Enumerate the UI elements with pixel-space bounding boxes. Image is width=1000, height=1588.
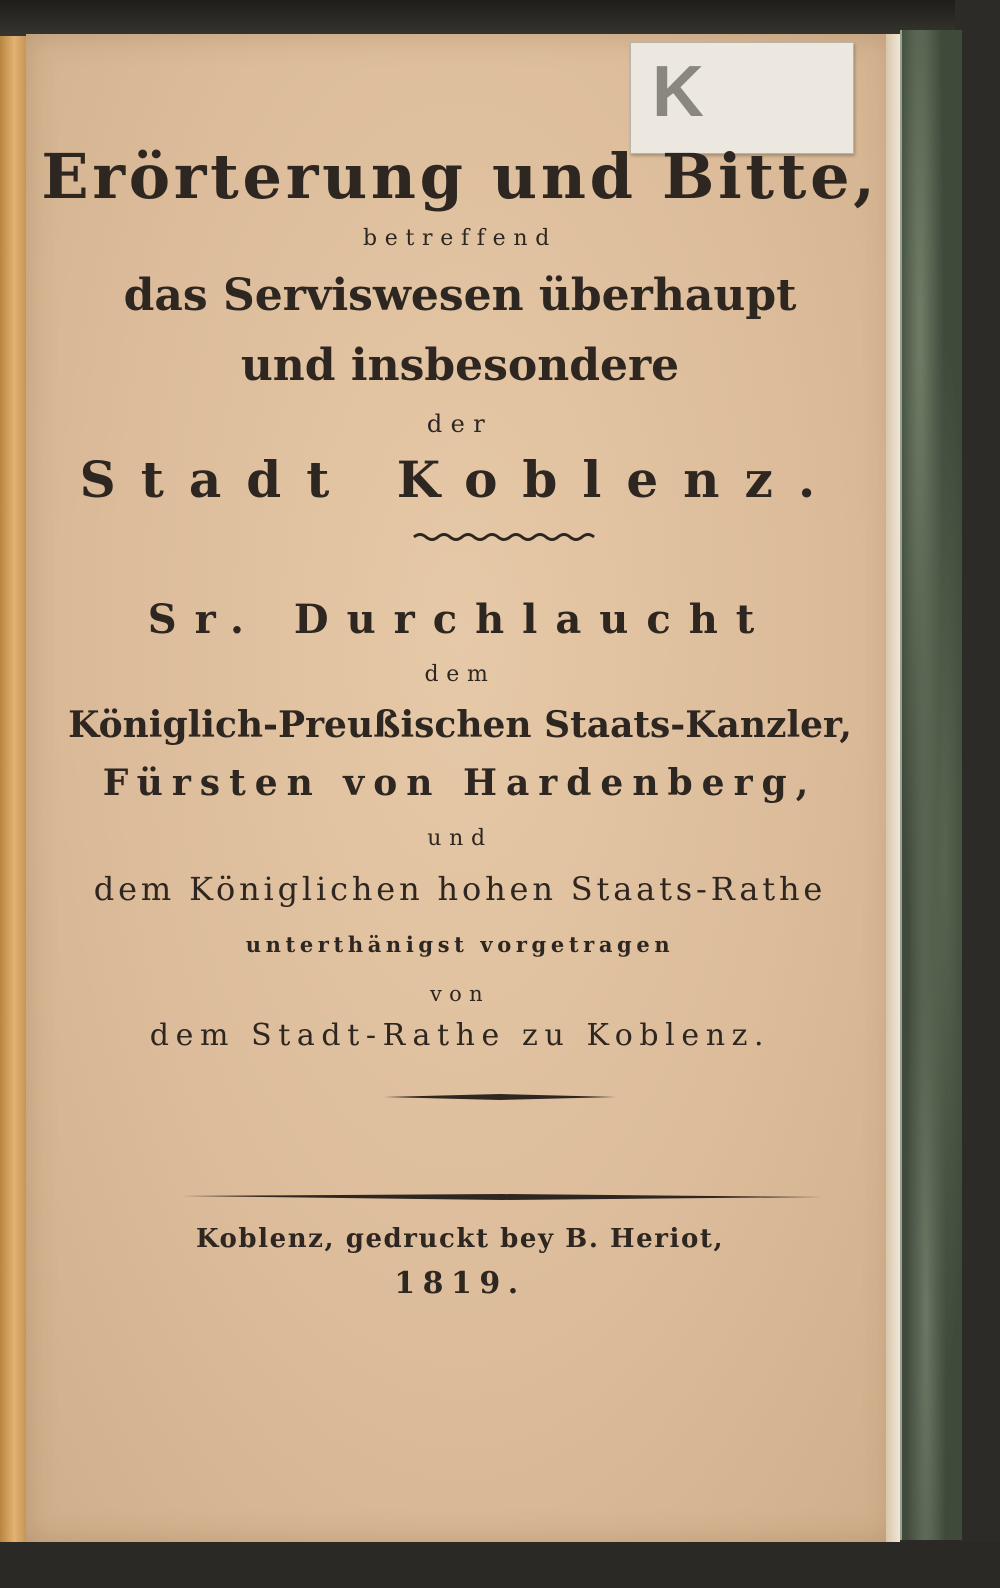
ornamental-wavy-rule [412, 530, 602, 544]
title-city: Stadt Koblenz. [79, 450, 841, 509]
dedication-von: von [429, 982, 491, 1006]
marbled-cover-board [900, 30, 962, 1540]
imprint-printer: Koblenz, gedruckt bey B. Heriot, [195, 1224, 725, 1254]
title-insbesondere: und insbesondere [240, 340, 680, 391]
title-betreffend: betreffend [362, 226, 558, 251]
library-label-letter: K [652, 52, 704, 132]
title-main: Erörterung und Bitte, [41, 140, 879, 213]
dedication-dem: dem [424, 662, 496, 687]
imprint-rule [182, 1192, 822, 1202]
dedication-stadtrath: dem Stadt-Rathe zu Koblenz. [149, 1018, 771, 1053]
background-bottom [0, 1542, 1000, 1588]
title-subject: das Serviswesen überhaupt [123, 270, 797, 321]
dedication-vorgetragen: unterthänigst vorgetragen [245, 932, 675, 957]
dedication-staatsrath: dem Königlichen hohen Staats-Rathe [93, 870, 827, 908]
dedication-chancellor: Königlich-Preußischen Staats-Kanzler, [68, 704, 852, 746]
imprint-year: 1819. [394, 1266, 526, 1301]
dedication-hardenberg: Fürsten von Hardenberg, [102, 762, 818, 804]
book-spine-edge [0, 36, 26, 1588]
title-der: der [426, 410, 494, 438]
dedication-durchlaucht: Sr. Durchlaucht [147, 596, 773, 643]
tapered-rule [384, 1092, 616, 1102]
dedication-und: und [427, 826, 493, 851]
